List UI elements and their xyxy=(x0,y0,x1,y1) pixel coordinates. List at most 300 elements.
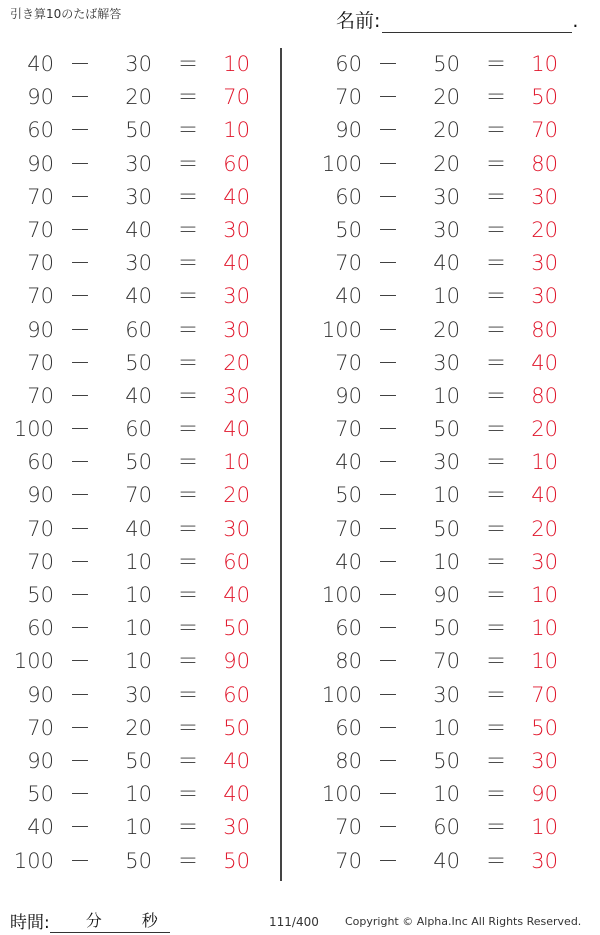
answer: 10 xyxy=(223,450,250,475)
answer: 60 xyxy=(223,151,250,176)
equals-sign: ＝ xyxy=(177,483,199,508)
subtrahend: 30 xyxy=(433,350,460,375)
minuend: 60 xyxy=(27,616,54,641)
minuend: 90 xyxy=(27,85,54,110)
minus-sign: － xyxy=(69,85,91,110)
problem-row xyxy=(316,280,586,313)
equals-sign: ＝ xyxy=(177,383,199,408)
minuend: 90 xyxy=(27,483,54,508)
problem-row xyxy=(8,214,278,247)
equals-sign: ＝ xyxy=(485,217,507,242)
answer: 30 xyxy=(223,815,250,840)
minuend: 60 xyxy=(335,52,362,76)
problem-row xyxy=(316,811,586,844)
minus-sign: － xyxy=(69,715,91,740)
minuend: 100 xyxy=(13,417,54,442)
minuend: 70 xyxy=(27,549,54,574)
subtrahend: 20 xyxy=(433,85,460,110)
minus-sign: － xyxy=(377,417,399,442)
subtrahend: 30 xyxy=(125,151,152,176)
answer: 40 xyxy=(531,350,558,375)
problem-row xyxy=(316,181,586,214)
minus-sign: － xyxy=(69,350,91,375)
answer: 90 xyxy=(223,649,250,674)
equals-sign: ＝ xyxy=(177,151,199,176)
minus-sign: － xyxy=(69,383,91,408)
answer: 10 xyxy=(531,616,558,641)
minus-sign: － xyxy=(69,682,91,707)
equals-sign: ＝ xyxy=(485,748,507,773)
minuend: 80 xyxy=(335,649,362,674)
minuend: 70 xyxy=(335,85,362,110)
equals-sign: ＝ xyxy=(485,616,507,641)
subtrahend: 30 xyxy=(125,251,152,276)
minuend: 70 xyxy=(27,217,54,242)
problem-row xyxy=(316,546,586,579)
problem-row xyxy=(316,413,586,446)
minuend: 90 xyxy=(335,118,362,143)
subtrahend: 10 xyxy=(125,782,152,807)
problem-row xyxy=(8,181,278,214)
subtrahend: 50 xyxy=(125,350,152,375)
minuend: 100 xyxy=(321,782,362,807)
equals-sign: ＝ xyxy=(485,151,507,176)
minus-sign: － xyxy=(377,85,399,110)
subtrahend: 30 xyxy=(433,682,460,707)
minus-sign: － xyxy=(377,549,399,574)
equals-sign: ＝ xyxy=(177,748,199,773)
subtrahend: 50 xyxy=(433,748,460,773)
problem-row xyxy=(8,314,278,347)
problem-row xyxy=(8,679,278,712)
minus-sign: － xyxy=(377,748,399,773)
time-blank[interactable] xyxy=(50,912,170,933)
minuend: 70 xyxy=(27,350,54,375)
equals-sign: ＝ xyxy=(177,450,199,475)
problem-row xyxy=(8,579,278,612)
subtrahend: 10 xyxy=(433,549,460,574)
minuend: 100 xyxy=(321,682,362,707)
equals-sign: ＝ xyxy=(485,118,507,143)
subtrahend: 30 xyxy=(433,184,460,209)
answer: 30 xyxy=(223,383,250,408)
equals-sign: ＝ xyxy=(485,815,507,840)
minus-sign: － xyxy=(69,583,91,607)
subtrahend: 30 xyxy=(433,217,460,242)
name-line[interactable] xyxy=(382,14,572,33)
equals-sign: ＝ xyxy=(177,782,199,807)
minuend: 100 xyxy=(13,649,54,674)
subtrahend: 10 xyxy=(125,649,152,674)
worksheet-title: 引き算10のたば解答 xyxy=(10,7,122,21)
equals-sign: ＝ xyxy=(177,848,199,873)
equals-sign: ＝ xyxy=(177,284,199,309)
right-problem-column xyxy=(316,48,586,878)
subtrahend: 40 xyxy=(433,848,460,873)
answer: 40 xyxy=(223,748,250,773)
problem-row xyxy=(8,148,278,181)
minus-sign: － xyxy=(69,317,91,342)
answer: 40 xyxy=(223,251,250,276)
minus-sign: － xyxy=(69,815,91,840)
minus-sign: － xyxy=(69,748,91,773)
subtrahend: 50 xyxy=(433,417,460,442)
answer: 20 xyxy=(531,217,558,242)
subtrahend: 50 xyxy=(433,616,460,641)
time-label: 時間: xyxy=(10,913,50,933)
subtrahend: 40 xyxy=(125,516,152,541)
minuend: 70 xyxy=(27,284,54,309)
equals-sign: ＝ xyxy=(485,184,507,209)
equals-sign: ＝ xyxy=(485,383,507,408)
answer: 80 xyxy=(531,383,558,408)
subtrahend: 20 xyxy=(433,151,460,176)
equals-sign: ＝ xyxy=(485,251,507,276)
minuend: 70 xyxy=(27,184,54,209)
page-number: 111/400 xyxy=(269,915,319,929)
subtrahend: 10 xyxy=(433,715,460,740)
subtrahend: 20 xyxy=(433,317,460,342)
problem-row xyxy=(316,148,586,181)
minus-sign: － xyxy=(377,616,399,641)
equals-sign: ＝ xyxy=(485,782,507,807)
equals-sign: ＝ xyxy=(177,251,199,276)
minus-sign: － xyxy=(69,52,91,76)
problem-row xyxy=(316,712,586,745)
minuend: 50 xyxy=(335,217,362,242)
subtrahend: 70 xyxy=(433,649,460,674)
problem-row xyxy=(8,845,278,878)
equals-sign: ＝ xyxy=(485,350,507,375)
equals-sign: ＝ xyxy=(177,682,199,707)
answer: 80 xyxy=(531,151,558,176)
answer: 30 xyxy=(531,748,558,773)
equals-sign: ＝ xyxy=(485,85,507,110)
subtrahend: 10 xyxy=(125,815,152,840)
minus-sign: － xyxy=(69,549,91,574)
equals-sign: ＝ xyxy=(177,583,199,607)
minus-sign: － xyxy=(377,52,399,76)
answer: 20 xyxy=(531,417,558,442)
minus-sign: － xyxy=(69,284,91,309)
answer: 50 xyxy=(223,848,250,873)
problem-row xyxy=(316,778,586,811)
minus-sign: － xyxy=(377,383,399,408)
problem-row xyxy=(316,347,586,380)
equals-sign: ＝ xyxy=(177,417,199,442)
minuend: 90 xyxy=(27,317,54,342)
subtrahend: 10 xyxy=(125,616,152,641)
answer: 30 xyxy=(223,217,250,242)
minuend: 90 xyxy=(335,383,362,408)
subtrahend: 30 xyxy=(125,184,152,209)
problem-row xyxy=(8,745,278,778)
problem-row xyxy=(316,446,586,479)
subtrahend: 50 xyxy=(433,516,460,541)
minuend: 40 xyxy=(335,450,362,475)
minuend: 70 xyxy=(27,251,54,276)
problem-row xyxy=(316,48,586,81)
equals-sign: ＝ xyxy=(485,715,507,740)
subtrahend: 50 xyxy=(433,52,460,76)
answer: 30 xyxy=(531,848,558,873)
minuend: 90 xyxy=(27,682,54,707)
subtrahend: 50 xyxy=(125,748,152,773)
answer: 70 xyxy=(223,85,250,110)
minuend: 100 xyxy=(321,317,362,342)
subtrahend: 10 xyxy=(433,483,460,508)
minuend: 70 xyxy=(335,815,362,840)
minuend: 100 xyxy=(13,848,54,873)
equals-sign: ＝ xyxy=(485,52,507,76)
minus-sign: － xyxy=(377,118,399,143)
problem-row xyxy=(316,314,586,347)
equals-sign: ＝ xyxy=(485,450,507,475)
answer: 30 xyxy=(223,284,250,309)
subtrahend: 10 xyxy=(125,549,152,574)
minuend: 100 xyxy=(321,583,362,607)
minus-sign: － xyxy=(69,118,91,143)
answer: 40 xyxy=(531,483,558,508)
minus-sign: － xyxy=(69,516,91,541)
answer: 10 xyxy=(531,52,558,76)
problem-row xyxy=(8,612,278,645)
answer: 50 xyxy=(531,85,558,110)
problem-row xyxy=(8,546,278,579)
minus-sign: － xyxy=(69,649,91,674)
problem-row xyxy=(8,347,278,380)
minus-sign: － xyxy=(377,848,399,873)
problem-row xyxy=(316,679,586,712)
minus-sign: － xyxy=(377,782,399,807)
answer: 40 xyxy=(223,184,250,209)
problem-row xyxy=(8,479,278,512)
answer: 10 xyxy=(223,52,250,76)
equals-sign: ＝ xyxy=(177,184,199,209)
answer: 50 xyxy=(531,715,558,740)
problem-row xyxy=(8,48,278,81)
copyright-notice: Copyright © Alpha.Inc All Rights Reserved. xyxy=(345,915,582,928)
minuend: 40 xyxy=(27,52,54,76)
subtrahend: 30 xyxy=(433,450,460,475)
answer: 30 xyxy=(531,251,558,276)
answer: 80 xyxy=(531,317,558,342)
minuend: 70 xyxy=(27,516,54,541)
equals-sign: ＝ xyxy=(485,549,507,574)
minuend: 40 xyxy=(27,815,54,840)
problem-row xyxy=(316,479,586,512)
equals-sign: ＝ xyxy=(485,848,507,873)
answer: 40 xyxy=(223,583,250,607)
minus-sign: － xyxy=(377,284,399,309)
name-field xyxy=(336,6,578,33)
subtrahend: 40 xyxy=(125,284,152,309)
equals-sign: ＝ xyxy=(177,649,199,674)
equals-sign: ＝ xyxy=(177,85,199,110)
time-field xyxy=(10,908,170,933)
problem-row xyxy=(316,579,586,612)
subtrahend: 10 xyxy=(433,383,460,408)
subtrahend: 10 xyxy=(125,583,152,607)
minus-sign: － xyxy=(377,649,399,674)
minus-sign: － xyxy=(377,583,399,607)
minuend: 70 xyxy=(335,350,362,375)
subtrahend: 20 xyxy=(125,85,152,110)
problem-row xyxy=(316,513,586,546)
minus-sign: － xyxy=(69,848,91,873)
answer: 60 xyxy=(223,549,250,574)
answer: 30 xyxy=(223,516,250,541)
minus-sign: － xyxy=(69,417,91,442)
minus-sign: － xyxy=(377,516,399,541)
subtrahend: 10 xyxy=(433,284,460,309)
minuend: 70 xyxy=(27,715,54,740)
subtrahend: 30 xyxy=(125,52,152,76)
minuend: 50 xyxy=(335,483,362,508)
answer: 20 xyxy=(223,483,250,508)
answer: 10 xyxy=(531,815,558,840)
minuend: 80 xyxy=(335,748,362,773)
minus-sign: － xyxy=(69,184,91,209)
answer: 70 xyxy=(531,118,558,143)
minuend: 60 xyxy=(27,450,54,475)
problem-row xyxy=(316,114,586,147)
answer: 40 xyxy=(223,417,250,442)
minuend: 50 xyxy=(27,782,54,807)
minus-sign: － xyxy=(377,350,399,375)
minus-sign: － xyxy=(377,450,399,475)
problem-row xyxy=(8,712,278,745)
equals-sign: ＝ xyxy=(485,682,507,707)
equals-sign: ＝ xyxy=(177,616,199,641)
minuend: 60 xyxy=(335,616,362,641)
answer: 70 xyxy=(531,682,558,707)
problem-row xyxy=(316,81,586,114)
minuend: 40 xyxy=(335,549,362,574)
minuend: 40 xyxy=(335,284,362,309)
problem-row xyxy=(316,845,586,878)
minus-sign: － xyxy=(69,782,91,807)
minus-sign: － xyxy=(377,317,399,342)
problem-row xyxy=(8,380,278,413)
minus-sign: － xyxy=(69,450,91,475)
minus-sign: － xyxy=(377,151,399,176)
name-line-end: . xyxy=(572,10,579,32)
answer: 50 xyxy=(223,616,250,641)
answer: 10 xyxy=(531,450,558,475)
equals-sign: ＝ xyxy=(177,52,199,76)
problem-row xyxy=(8,778,278,811)
problem-row xyxy=(316,380,586,413)
equals-sign: ＝ xyxy=(485,317,507,342)
minus-sign: － xyxy=(69,217,91,242)
minus-sign: － xyxy=(377,217,399,242)
minus-sign: － xyxy=(69,251,91,276)
problem-row xyxy=(8,81,278,114)
minuend: 60 xyxy=(335,184,362,209)
subtrahend: 20 xyxy=(433,118,460,143)
subtrahend: 60 xyxy=(125,317,152,342)
problem-row xyxy=(8,413,278,446)
equals-sign: ＝ xyxy=(177,549,199,574)
subtrahend: 90 xyxy=(433,583,460,607)
equals-sign: ＝ xyxy=(177,715,199,740)
subtrahend: 50 xyxy=(125,450,152,475)
problem-row xyxy=(316,612,586,645)
problem-row xyxy=(8,811,278,844)
minus-sign: － xyxy=(377,682,399,707)
minuend: 70 xyxy=(335,516,362,541)
answer: 90 xyxy=(531,782,558,807)
subtrahend: 40 xyxy=(125,383,152,408)
equals-sign: ＝ xyxy=(485,284,507,309)
minutes-label: 分 xyxy=(85,911,102,930)
equals-sign: ＝ xyxy=(177,815,199,840)
equals-sign: ＝ xyxy=(177,317,199,342)
answer: 50 xyxy=(223,715,250,740)
equals-sign: ＝ xyxy=(177,118,199,143)
answer: 20 xyxy=(223,350,250,375)
answer: 10 xyxy=(223,118,250,143)
problem-row xyxy=(8,645,278,678)
answer: 10 xyxy=(531,649,558,674)
minuend: 90 xyxy=(27,748,54,773)
answer: 10 xyxy=(531,583,558,607)
subtrahend: 40 xyxy=(433,251,460,276)
minus-sign: － xyxy=(377,483,399,508)
equals-sign: ＝ xyxy=(485,417,507,442)
problem-row xyxy=(8,247,278,280)
minuend: 70 xyxy=(335,417,362,442)
problem-row xyxy=(316,745,586,778)
subtrahend: 60 xyxy=(433,815,460,840)
subtrahend: 60 xyxy=(125,417,152,442)
answer: 30 xyxy=(531,549,558,574)
minus-sign: － xyxy=(69,483,91,508)
answer: 30 xyxy=(531,284,558,309)
minuend: 70 xyxy=(335,848,362,873)
minuend: 60 xyxy=(27,118,54,143)
minuend: 90 xyxy=(27,151,54,176)
minus-sign: － xyxy=(69,616,91,641)
answer: 20 xyxy=(531,516,558,541)
column-divider xyxy=(280,48,282,881)
minus-sign: － xyxy=(377,815,399,840)
minus-sign: － xyxy=(377,715,399,740)
name-label: 名前: xyxy=(336,10,381,32)
answer: 40 xyxy=(223,782,250,807)
answer: 30 xyxy=(531,184,558,209)
problem-row xyxy=(8,280,278,313)
subtrahend: 10 xyxy=(433,782,460,807)
equals-sign: ＝ xyxy=(177,217,199,242)
problem-row xyxy=(8,114,278,147)
equals-sign: ＝ xyxy=(485,516,507,541)
minus-sign: － xyxy=(377,251,399,276)
subtrahend: 50 xyxy=(125,848,152,873)
minuend: 70 xyxy=(27,383,54,408)
minuend: 60 xyxy=(335,715,362,740)
problem-row xyxy=(316,645,586,678)
minuend: 100 xyxy=(321,151,362,176)
minuend: 50 xyxy=(27,583,54,607)
left-problem-column xyxy=(8,48,278,878)
subtrahend: 30 xyxy=(125,682,152,707)
problem-row xyxy=(316,214,586,247)
answer: 30 xyxy=(223,317,250,342)
minuend: 70 xyxy=(335,251,362,276)
subtrahend: 70 xyxy=(125,483,152,508)
